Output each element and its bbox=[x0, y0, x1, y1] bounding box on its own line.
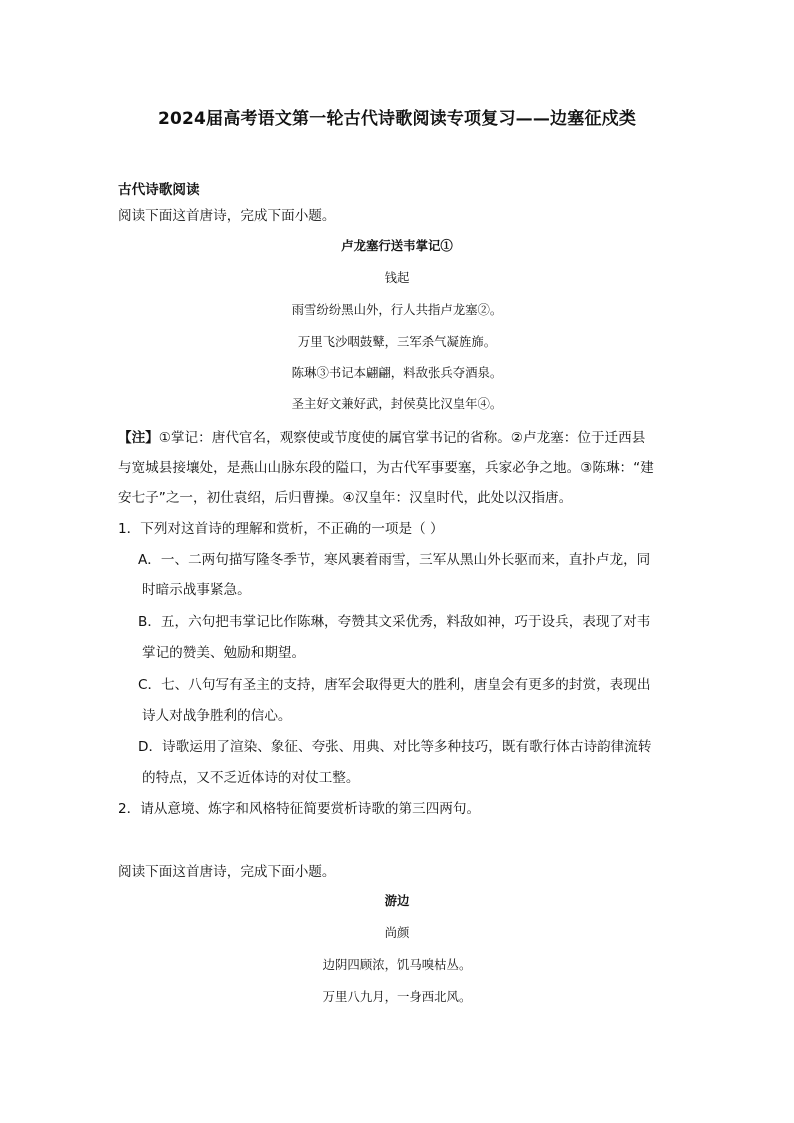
poem1-line: 圣主好文兼好武，封侯莫比汉皇年④。 bbox=[291, 396, 503, 411]
note-text: ①掌记：唐代官名，观察使或节度使的属官掌书记的省称。②卢龙塞：位于迁西县 bbox=[158, 430, 646, 446]
question-2: 2．请从意境、炼字和风格特征简要赏析诗歌的第三四两句。 bbox=[118, 801, 481, 817]
option-d-line: D．诗歌运用了渲染、象征、夸张、用典、对比等多种技巧，既有歌行体古诗韵律流转 bbox=[138, 739, 652, 755]
poem1-note-line bbox=[118, 428, 645, 448]
option-c-line: 诗人对战争胜利的信心。 bbox=[142, 708, 292, 724]
poem1-line: 雨雪纷纷黑山外，行人共指卢龙塞②。 bbox=[291, 302, 503, 317]
option-d-line: 的特点，又不乏近体诗的对仗工整。 bbox=[142, 770, 360, 786]
poem2-author: 尚颜 bbox=[384, 925, 410, 940]
poem1-line: 陈琳③书记本翩翩，料敌张兵夺酒泉。 bbox=[291, 365, 503, 380]
poem1-intro: 阅读下面这首唐诗，完成下面小题。 bbox=[118, 208, 336, 224]
option-a-line: A．一、二两句描写隆冬季节，寒风裹着雨雪，三军从黑山外长驱而来，直扑卢龙，同 bbox=[138, 552, 651, 568]
option-b-line: B．五，六句把韦掌记比作陈琳，夸赞其文采优秀，料敌如神，巧于设兵，表现了对韦 bbox=[138, 614, 651, 630]
option-c-line: C．七、八句写有圣主的支持，唐军会取得更大的胜利，唐皇会有更多的封赏，表现出 bbox=[138, 677, 651, 693]
section-heading: 古代诗歌阅读 bbox=[118, 182, 200, 198]
note-label: 【注】 bbox=[118, 430, 159, 446]
poem1-author: 钱起 bbox=[384, 270, 410, 285]
question-1: 1．下列对这首诗的理解和赏析，不正确的一项是（ ） bbox=[118, 521, 444, 537]
document-title: 2024届高考语文第一轮古代诗歌阅读专项复习——边塞征戍类 bbox=[157, 109, 637, 129]
poem1-note-line: 安七子”之一，初仕袁绍，后归曹操。④汉皇年：汉皇时代，此处以汉指唐。 bbox=[118, 490, 573, 506]
poem2-title: 游边 bbox=[384, 893, 410, 908]
poem1-line: 万里飞沙咽鼓鼙，三军杀气凝旌旆。 bbox=[297, 334, 497, 349]
option-b-line: 掌记的赞美、勉励和期望。 bbox=[142, 645, 306, 661]
poem1-title: 卢龙塞行送韦掌记① bbox=[341, 238, 453, 253]
poem2-line: 万里八九月，一身西北风。 bbox=[322, 989, 472, 1004]
option-a-line: 时暗示战事紧急。 bbox=[142, 582, 251, 598]
poem2-line: 边阴四顾浓，饥马嗅枯丛。 bbox=[322, 957, 472, 972]
poem2-intro: 阅读下面这首唐诗，完成下面小题。 bbox=[118, 864, 336, 880]
poem1-note-line: 与宽城县接壤处，是燕山山脉东段的隘口，为古代军事要塞，兵家必争之地。③陈琳：“建 bbox=[118, 460, 654, 476]
